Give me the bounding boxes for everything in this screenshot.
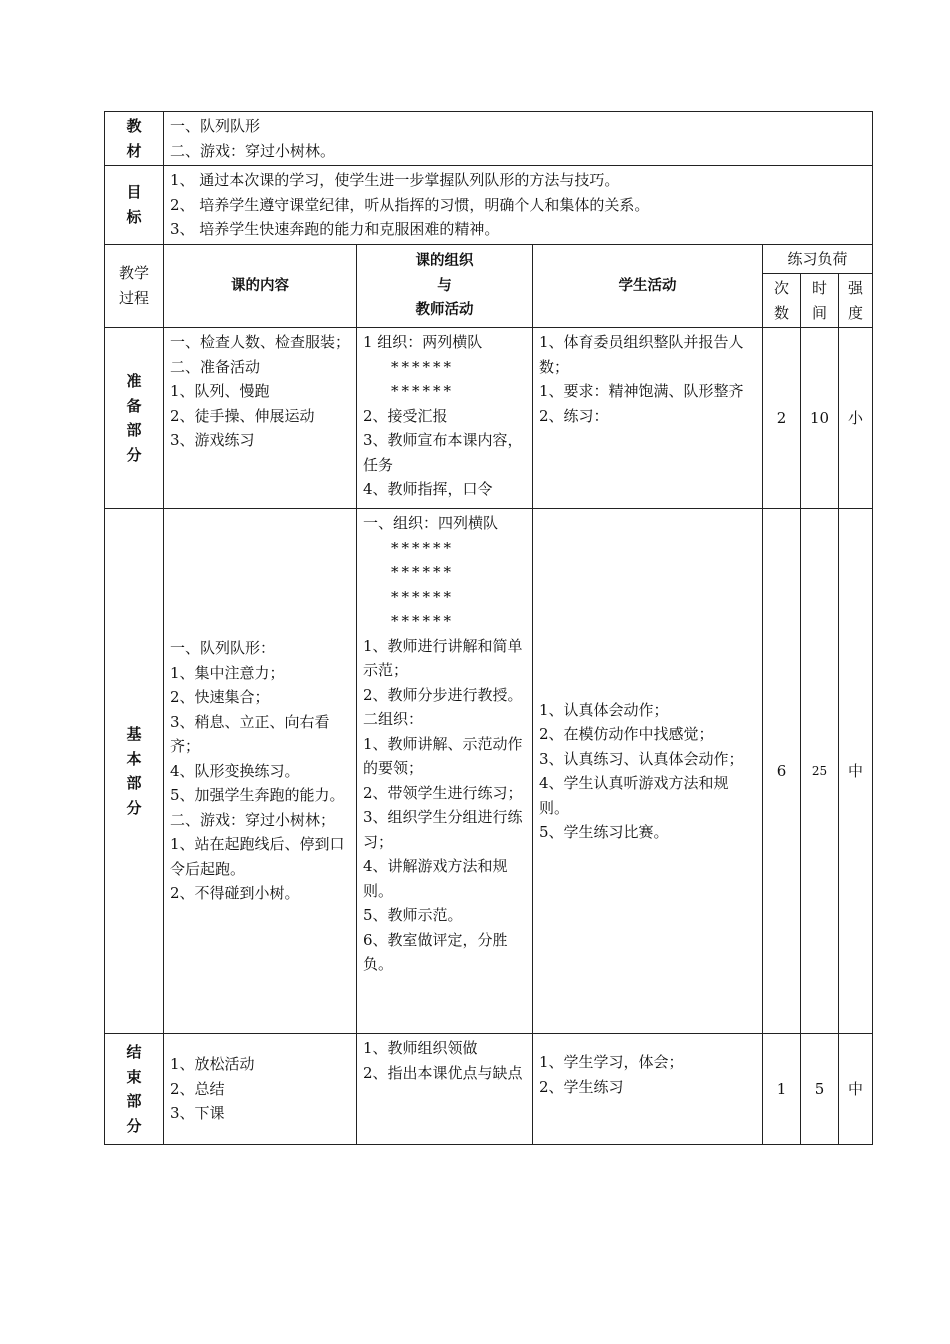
goals-row xyxy=(105,166,873,245)
header-time: 时 间 xyxy=(801,274,839,328)
section-org: 1、教师组织领做 2、指出本课优点与缺点 xyxy=(357,1034,533,1145)
header-row-1 xyxy=(105,244,873,274)
section-label: 准 备 部 分 xyxy=(105,328,164,509)
section-org: 一、组织：四列横队 ****** ****** ****** ****** 1、教师进行讲解和简单示范； 2、教师分步进行教授。 二组织： 1、教师讲解、示范动作的要领； 2、带领学生进行练习； 3、组织学生分组进行练习； 4、讲解游戏方法和规则。 5、教师示范。 6、教室做评定，分胜负。 xyxy=(357,509,533,1034)
section-label: 基 本 部 分 xyxy=(105,509,164,1034)
section-prep-row xyxy=(105,328,873,509)
section-count: 2 xyxy=(763,328,801,509)
section-intensity: 小 xyxy=(839,328,873,509)
header-student: 学生活动 xyxy=(533,244,763,328)
header-org: 课的组织 与 教师活动 xyxy=(357,244,533,328)
section-student: 1、认真体会动作； 2、在模仿动作中找感觉； 3、认真练习、认真体会动作； 4、学生认真听游戏方法和规则。 5、学生练习比赛。 xyxy=(533,509,763,1034)
section-count: 1 xyxy=(763,1034,801,1145)
materials-content: 一、队列队形 二、游戏：穿过小树林。 xyxy=(164,112,873,166)
header-count: 次 数 xyxy=(763,274,801,328)
header-intensity: 强 度 xyxy=(839,274,873,328)
section-student: 1、体育委员组织整队并报告人数； 1、要求：精神饱满、队形整齐 2、练习： xyxy=(533,328,763,509)
section-content: 一、检查人数、检查服装； 二、准备活动 1、队列、慢跑 2、徒手操、伸展运动 3、游戏练习 xyxy=(164,328,357,509)
header-process: 教学 过程 xyxy=(105,244,164,328)
section-time: 5 xyxy=(801,1034,839,1145)
header-load: 练习负荷 xyxy=(763,244,873,274)
goals-content: 1、 通过本次课的学习，使学生进一步掌握队列队形的方法与技巧。 2、 培养学生遵守课堂纪律，听从指挥的习惯，明确个人和集体的关系。 3、 培养学生快速奔跑的能力和克服困难的精神。 xyxy=(164,166,873,245)
lesson-plan-table xyxy=(104,111,873,1145)
materials-row xyxy=(105,112,873,166)
materials-label: 教 材 xyxy=(105,112,164,166)
section-label: 结 束 部 分 xyxy=(105,1034,164,1145)
section-org: 1 组织：两列横队 ****** ****** 2、接受汇报 3、教师宣布本课内容，任务 4、教师指挥，口令 xyxy=(357,328,533,509)
section-content: 一、队列队形： 1、集中注意力； 2、快速集合； 3、稍息、立正、向右看齐； 4、队形变换练习。 5、加强学生奔跑的能力。 二、游戏：穿过小树林； 1、站在起跑线后、停到口令后起跑。 2、不得碰到小树。 xyxy=(164,509,357,1034)
section-content: 1、放松活动 2、总结 3、下课 xyxy=(164,1034,357,1145)
section-time: 25 xyxy=(801,509,839,1034)
section-count: 6 xyxy=(763,509,801,1034)
section-student: 1、学生学习，体会； 2、学生练习 xyxy=(533,1034,763,1145)
header-content: 课的内容 xyxy=(164,244,357,328)
section-time: 10 xyxy=(801,328,839,509)
section-end-row xyxy=(105,1034,873,1145)
goals-label: 目 标 xyxy=(105,166,164,245)
section-intensity: 中 xyxy=(839,1034,873,1145)
section-intensity: 中 xyxy=(839,509,873,1034)
section-basic-row xyxy=(105,509,873,1034)
